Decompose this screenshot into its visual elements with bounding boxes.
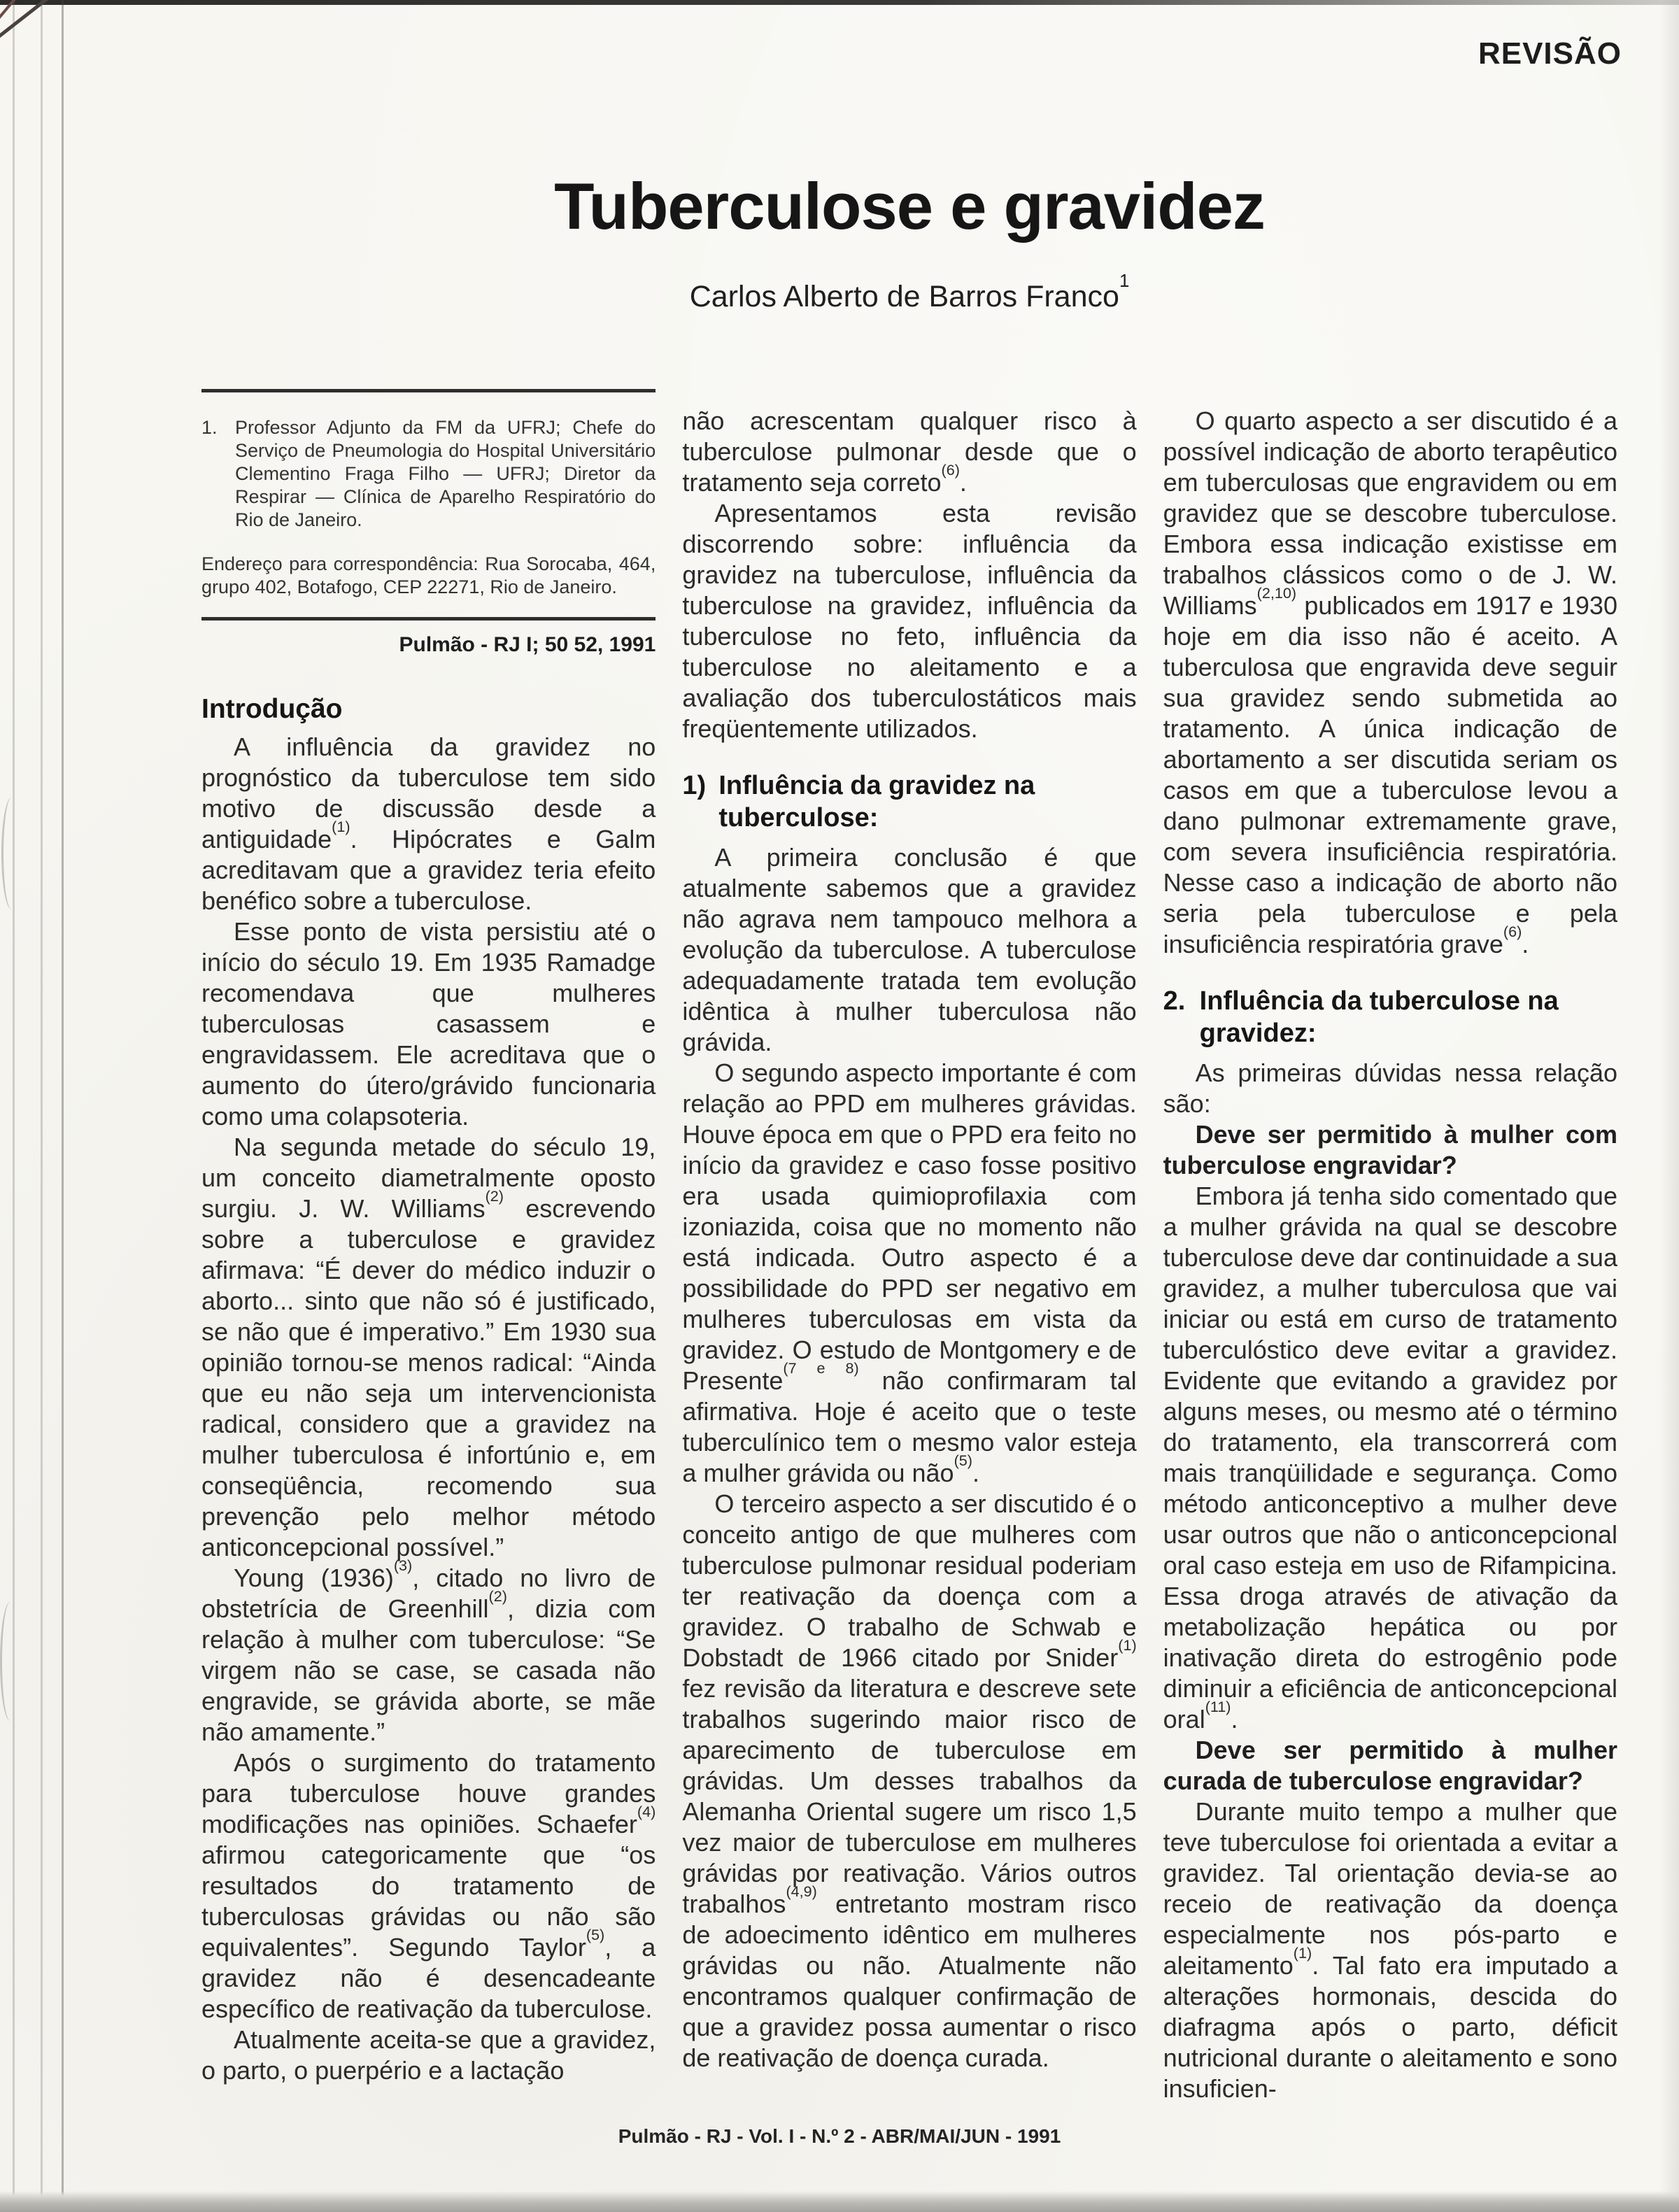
paragraph: O terceiro aspecto a ser discutido é o conceito antigo de que mulheres com tuberculose pulmonar residual poderiam ter reativação da doença com a gravidez. O trabalho de Schwab e Dobstadt de 1966 citado por Snider$^{(1)}$ fez revisão da literatura e descreve sete trabalhos sugerindo maior risco de aparecimento de tuberculose em grávidas. Um desses trabalhos da Alemanha Oriental sugere um risco 1,5 vez maior de tuberculose em mulheres grávidas por reativação. Vários outros trabalhos$^{(4,9)}$ entretanto mostram risco de adoecimento idêntico em mulheres grávidas ou não. Atualmente não encontramos qualquer confirmação de que a gravidez possa aumentar o risco de reativação de doença curada. xyxy=(682,1489,1137,2072)
right-column-text xyxy=(1163,406,1617,2104)
scan-top-edge xyxy=(0,0,1679,5)
article-title: Tuberculose e gravidez xyxy=(554,169,1265,243)
page-curl-mark xyxy=(1,797,22,909)
paragraph: Esse ponto de vista persistiu até o início do século 19. Em 1935 Ramadge recomendava que mulheres tuberculosas casassem e engravidassem. Ele acreditava que o aumento do útero/grávido funcionaria como uma colapsoteria. xyxy=(201,917,656,1130)
question-subheading: Deve ser permitido à mulher curada de tuberculose engravidar? xyxy=(1163,1736,1617,1795)
page-edge-line xyxy=(62,0,64,2212)
left-column xyxy=(201,389,656,2086)
paragraph: Apresentamos esta revisão discorrendo sobre: influência da gravidez na tuberculose, influência da tuberculose na gravidez, influência da tuberculose no feto, influência da tuberculose no aleitamento e a avaliação dos tuberculostáticos mais freqüentemente utilizados. xyxy=(682,499,1137,743)
paragraph: O segundo aspecto importante é com relação ao PPD em mulheres grávidas. Houve época em que o PPD era feito no início da gravidez e caso fosse positivo era usada quimioprofilaxia com izoniazida, coisa que no momento não está indicada. Outro aspecto é a possibilidade do PPD ser negativo em mulheres tuberculosas em vista da gravidez. O estudo de Montgomery e de Presente$^{(7 e 8)}$ não confirmaram tal afirmativa. Hoje é aceito que o teste tuberculínico tem o mesmo valor esteja a mulher grávida ou não$^{(5)}$. xyxy=(682,1058,1137,1487)
paragraph: Na segunda metade do século 19, um conceito diametralmente oposto surgiu. J. W. Williams$^{(2)}$ escrevendo sobre a tuberculose e gravidez afirmava: “É dever do médico induzir o aborto... sinto que não só é justificado, se não que é imperativo.” Em 1930 sua opinião tornou-se menos radical: “Ainda que eu não seja um intervencionista radical, considero que a gravidez na mulher tuberculosa é infortúnio e, em conseqüência, recomendo sua prevenção pelo melhor método anticoncepcional possível.” xyxy=(201,1133,656,1561)
scan-right-shade xyxy=(1659,0,1679,2212)
paragraph: A primeira conclusão é que atualmente sabemos que a gravidez não agrava nem tampouco melhora a evolução da tuberculose. A tuberculose adequadamente tratada tem evolução idêntica à mulher tuberculosa não grávida. xyxy=(682,843,1137,1056)
heading-text: Influência da tuberculose na gravidez: xyxy=(1199,986,1559,1048)
page-curl-mark xyxy=(0,1602,20,1721)
scan-bottom-edge xyxy=(0,2191,1679,2212)
footnote-number: 1. xyxy=(201,417,218,438)
article-columns xyxy=(201,389,1617,2104)
right-column xyxy=(1163,389,1617,2104)
footnote-text: Professor Adjunto da FM da UFRJ; Chefe do Serviço de Pneumologia do Hospital Universitário Clementino Fraga Filho — UFRJ; Diretor da Respirar — Clínica de Aparelho Respiratório do Rio de Janeiro. xyxy=(235,417,656,530)
paragraph: Após o surgimento do tratamento para tuberculose houve grandes modificações nas opiniões. Schaefer$^{(4)}$ afirmou categoricamente que “os resultados do tratamento de tuberculosas grávidas ou não são equivalentes”. Segundo Taylor$^{(5)}$, a gravidez não é desencadeante específico de reativação da tuberculose. xyxy=(201,1748,656,2023)
paragraph: Embora já tenha sido comentado que a mulher grávida na qual se descobre tuberculose deve dar continuidade a sua gravidez, a mulher tuberculosa que vai iniciar ou está em curso de tratamento tuberculóstico deve evitar a gravidez. Evidente que evitando a gravidez por alguns meses, ou mesmo até o término do tratamento, ela transcorrerá com mais tranqüilidade e segurança. Como método anticonceptivo a mulher deve usar outros que não o anticoncepcional oral caso esteja em uso de Rifampicina. Essa droga através de ativação da metabolização hepática ou por inativação direta do estrogênio pode diminuir a eficiência de anticoncepcional oral$^{(11)}$. xyxy=(1163,1182,1617,1734)
middle-column-text xyxy=(682,406,1136,2073)
paragraph: não acrescentam qualquer risco à tuberculose pulmonar desde que o tratamento seja correto$^{(6)}$. xyxy=(682,406,1137,497)
author-line xyxy=(201,271,1617,314)
left-column-text xyxy=(201,694,656,2086)
heading-number: 1) xyxy=(682,771,707,800)
author-footnote-ref: 1 xyxy=(1119,271,1130,291)
page-stack-lines xyxy=(0,0,67,2212)
correspondence-address: Endereço para correspondência: Rua Sorocaba, 464, grupo 402, Botafogo, CEP 22271, Rio de Janeiro. xyxy=(201,553,656,597)
paragraph: Durante muito tempo a mulher que teve tuberculose foi orientada a evitar a gravidez. Tal orientação devia-se ao receio de reativação da doença especialmente nos pós-parto e aleitamento$^{(1)}$. Tal fato era imputado a alterações hormonais, descida do diafragma após o parto, déficit nutricional durante o aleitamento e sono insuficien- xyxy=(1163,1797,1617,2103)
heading-text: Influência da gravidez na tuberculose: xyxy=(718,771,1035,832)
footnote-box xyxy=(201,389,656,656)
page-footer: Pulmão - RJ - Vol. I - N.º 2 - ABR/MAI/JUN - 1991 xyxy=(618,2125,1061,2147)
journal-citation: Pulmão - RJ I; 50 52, 1991 xyxy=(399,633,656,656)
paragraph: As primeiras dúvidas nessa relação são: xyxy=(1163,1058,1617,1118)
author-name: Carlos Alberto de Barros Franco xyxy=(689,280,1119,313)
numbered-section-heading xyxy=(1163,985,1617,1049)
middle-column xyxy=(682,389,1136,2073)
heading-number: 2. xyxy=(1163,986,1186,1016)
footnote-divider-top xyxy=(201,389,656,392)
section-tag: REVISÃO xyxy=(1478,36,1622,71)
footnote xyxy=(201,416,656,532)
paragraph: Young $(1936)^{(3)}$, citado no livro de obstetrícia de Greenhill$^{(2)}$, dizia com relação à mulher com tuberculose: “Se virgem não se case, se casada não engravide, se grávida aborte, se mãe não amamente.” xyxy=(201,1557,656,1746)
numbered-section-heading xyxy=(682,770,1136,834)
paragraph: Atualmente aceita-se que a gravidez, o parto, o puerpério e a lactação xyxy=(201,2025,656,2085)
footnote-divider-bottom xyxy=(201,617,656,621)
paragraph: A influência da gravidez no prognóstico da tuberculose tem sido motivo de discussão desde a antiguidade$^{(1)}$. Hipócrates e Galm acreditavam que a gravidez teria efeito benéfico sobre a tuberculose. xyxy=(201,732,656,915)
section-heading: Introdução xyxy=(201,694,343,724)
paragraph: O quarto aspecto a ser discutido é a possível indicação de aborto terapêutico em tuberculosas que engravidem ou em gravidez que se descobre tuberculose. Embora essa indicação existisse em trabalhos clássicos como o de J. W. Williams$^{(2,10)}$ publicados em 1917 e 1930 hoje em dia isso não é aceito. A tuberculosa que engravida deve seguir sua gravidez sendo submetida ao tratamento. A única indicação de abortamento a ser discutida seriam os casos em que a tuberculose levou a dano pulmonar extremamente grave, com severa insuficiência respiratória. Nesse caso a indicação de aborto não seria pela tuberculose e pela insuficiência respiratória grave$^{(6)}$. xyxy=(1163,406,1617,958)
question-subheading: Deve ser permitido à mulher com tuberculose engravidar? xyxy=(1163,1120,1617,1179)
